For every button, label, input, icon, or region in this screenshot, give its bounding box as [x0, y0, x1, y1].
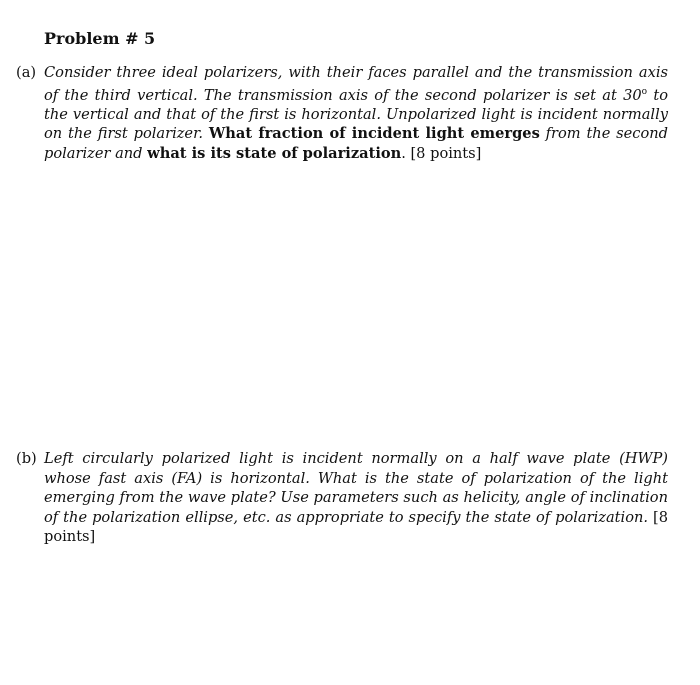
part-b [16, 449, 668, 547]
part-a-question-fraction: What fraction of incident light emerges [208, 125, 540, 143]
part-a-text [44, 63, 668, 163]
part-b-points: [8 points] [44, 508, 668, 545]
part-a-text-1: Consider three ideal polarizers, with their faces parallel and the transmission axis of the third vertical. The transmission axis of the second polarizer is set at 30 [44, 64, 668, 104]
part-a-text-4: . [401, 144, 411, 162]
part-b-label: (b) [16, 450, 37, 467]
part-a-label: (a) [16, 64, 37, 81]
degree-superscript: o [641, 86, 648, 97]
problem-title: Problem # 5 [44, 29, 156, 48]
part-a-question-polarization: what is its state of polarization [147, 144, 402, 162]
part-a-text-3: from the second polarizer and [44, 125, 668, 162]
part-a-text-2: to the vertical and that of the first is horizontal. Unpolarized light is incident normally on the first polarizer. [44, 86, 668, 143]
part-a [16, 63, 668, 163]
part-b-text-1: Left circularly polarized light is incident normally on a half wave plate (HWP) whose fast axis (FA) is horizontal. What is the state of polarization of the light emerging from the wave plate? Use parameters such as helicity, angle of inclination of the polarization ellipse, etc. as appropriate to specify the state of polarization. [44, 450, 668, 526]
part-b-text [44, 449, 668, 547]
part-a-points: [8 points] [410, 144, 482, 162]
